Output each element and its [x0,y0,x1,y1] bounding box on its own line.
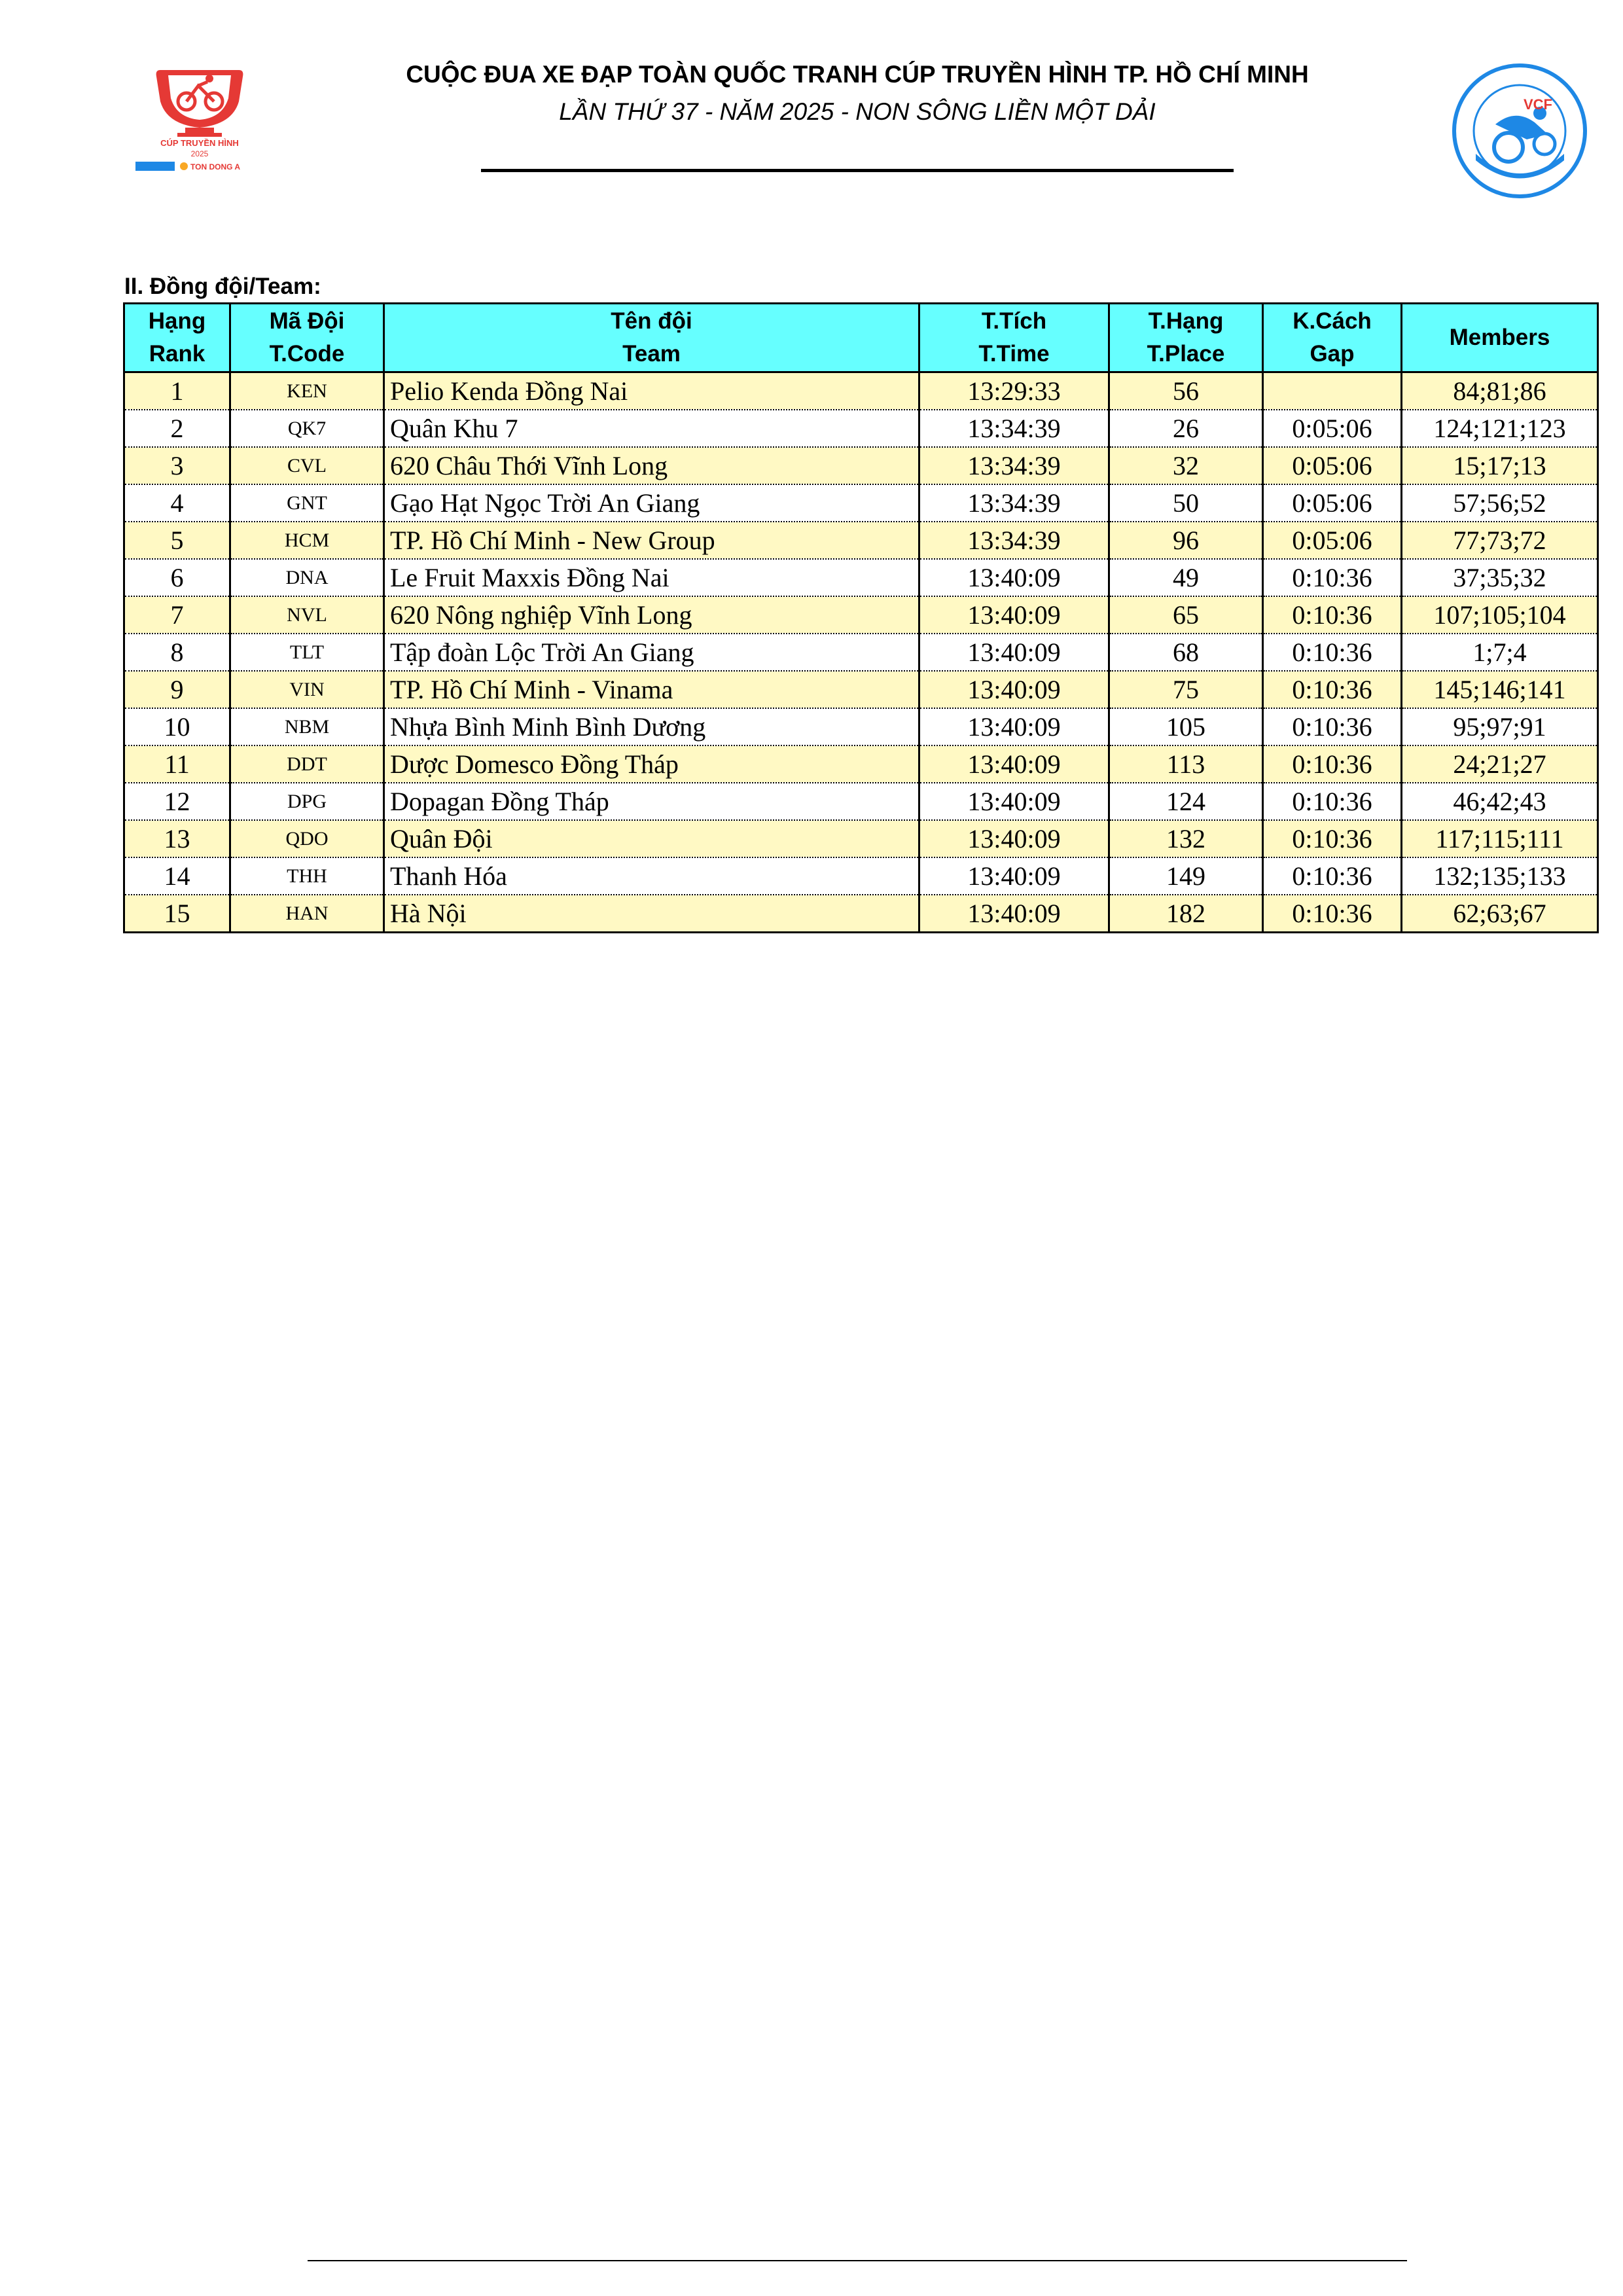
cell-gap: 0:05:06 [1263,522,1402,559]
cell-team: 620 Nông nghiệp Vĩnh Long [384,596,919,634]
page-title: CUỘC ĐUA XE ĐẠP TOÀN QUỐC TRANH CÚP TRUYỀN HÌNH TP. HỒ CHÍ MINH [406,61,1309,88]
cell-members: 84;81;86 [1402,372,1598,410]
cell-code: QDO [230,820,384,857]
cell-code: KEN [230,372,384,410]
col-header-time [919,304,1109,372]
cell-time: 13:40:09 [919,634,1109,671]
cell-place: 56 [1109,372,1263,410]
footer-divider [308,2260,1407,2261]
cell-time: 13:34:39 [919,484,1109,522]
col-header-place-en: T.Place [1147,341,1225,367]
cell-gap: 0:10:36 [1263,783,1402,820]
table-header-row [124,304,1598,372]
cell-members: 1;7;4 [1402,634,1598,671]
cell-place: 182 [1109,895,1263,933]
col-header-members: Members [1402,304,1598,372]
cell-team: Thanh Hóa [384,857,919,895]
cell-team: Tập đoàn Lộc Trời An Giang [384,634,919,671]
cell-time: 13:40:09 [919,745,1109,783]
cell-time: 13:40:09 [919,783,1109,820]
table-row [124,410,1598,447]
cell-members: 77;73;72 [1402,522,1598,559]
cell-code: TLT [230,634,384,671]
cell-members: 145;146;141 [1402,671,1598,708]
cell-team: Gạo Hạt Ngọc Trời An Giang [384,484,919,522]
cell-place: 65 [1109,596,1263,634]
col-header-code-en: T.Code [269,341,345,367]
cell-members: 124;121;123 [1402,410,1598,447]
table-row [124,783,1598,820]
cell-members: 95;97;91 [1402,708,1598,745]
cell-place: 132 [1109,820,1263,857]
cell-gap: 0:05:06 [1263,484,1402,522]
cell-rank: 12 [124,783,230,820]
cell-team: Quân Đội [384,820,919,857]
cell-place: 105 [1109,708,1263,745]
cell-members: 46;42;43 [1402,783,1598,820]
table-row [124,671,1598,708]
table-row [124,447,1598,484]
page-subtitle: LẦN THỨ 37 - NĂM 2025 - NON SÔNG LIỀN MỘT DẢI [559,98,1156,125]
cell-members: 37;35;32 [1402,559,1598,596]
table-row [124,745,1598,783]
cell-team: Hà Nội [384,895,919,933]
cell-gap: 0:10:36 [1263,671,1402,708]
cell-rank: 15 [124,895,230,933]
cell-team: TP. Hồ Chí Minh - New Group [384,522,919,559]
cell-rank: 9 [124,671,230,708]
cell-place: 75 [1109,671,1263,708]
cell-rank: 1 [124,372,230,410]
cell-place: 96 [1109,522,1263,559]
cup-truyen-hinh-logo [134,62,268,173]
cell-team: 620 Châu Thới Vĩnh Long [384,447,919,484]
cell-time: 13:40:09 [919,596,1109,634]
cell-gap: 0:10:36 [1263,895,1402,933]
cell-rank: 4 [124,484,230,522]
cell-place: 149 [1109,857,1263,895]
col-header-rank [124,304,230,372]
cell-code: HAN [230,895,384,933]
cell-team: Le Fruit Maxxis Đồng Nai [384,559,919,596]
cell-gap: 0:10:36 [1263,708,1402,745]
cell-code: DDT [230,745,384,783]
cell-place: 32 [1109,447,1263,484]
table-row [124,484,1598,522]
cell-time: 13:40:09 [919,671,1109,708]
cell-rank: 3 [124,447,230,484]
cell-rank: 11 [124,745,230,783]
table-row [124,596,1598,634]
cell-place: 113 [1109,745,1263,783]
cell-team: TP. Hồ Chí Minh - Vinama [384,671,919,708]
col-header-time-vi: T.Tích [981,308,1047,334]
cell-code: HCM [230,522,384,559]
col-header-rank-vi: Hạng [148,308,206,334]
cell-place: 68 [1109,634,1263,671]
cell-code: NVL [230,596,384,634]
cell-members: 107;105;104 [1402,596,1598,634]
table-row [124,820,1598,857]
table-row [124,857,1598,895]
cell-place: 124 [1109,783,1263,820]
cell-rank: 10 [124,708,230,745]
cell-time: 13:40:09 [919,857,1109,895]
cell-gap [1263,372,1402,410]
col-header-place [1109,304,1263,372]
cell-team: Quân Khu 7 [384,410,919,447]
col-header-time-en: T.Time [978,341,1050,367]
cell-time: 13:40:09 [919,559,1109,596]
cell-code: DNA [230,559,384,596]
header-divider [481,169,1234,172]
left-logo-year: 2025 [190,149,209,158]
cell-time: 13:34:39 [919,447,1109,484]
cell-gap: 0:10:36 [1263,634,1402,671]
col-header-gap-vi: K.Cách [1293,308,1372,334]
cell-team: Dược Domesco Đồng Tháp [384,745,919,783]
cell-gap: 0:10:36 [1263,745,1402,783]
table-row [124,634,1598,671]
cell-time: 13:40:09 [919,820,1109,857]
vcf-logo [1450,62,1590,200]
cell-time: 13:40:09 [919,708,1109,745]
cell-code: NBM [230,708,384,745]
table-row [124,522,1598,559]
cell-members: 57;56;52 [1402,484,1598,522]
cell-members: 24;21;27 [1402,745,1598,783]
cell-rank: 8 [124,634,230,671]
col-header-code-vi: Mã Đội [269,308,345,334]
cell-time: 13:34:39 [919,410,1109,447]
table-row [124,559,1598,596]
cell-gap: 0:10:36 [1263,857,1402,895]
col-header-team-vi: Tên đội [611,308,692,334]
cell-gap: 0:10:36 [1263,559,1402,596]
left-logo-sponsor: TON DONG A [190,162,241,171]
cell-code: VIN [230,671,384,708]
cell-time: 13:34:39 [919,522,1109,559]
cell-code: CVL [230,447,384,484]
cell-place: 50 [1109,484,1263,522]
col-header-team-en: Team [622,341,681,367]
table-row [124,895,1598,933]
cell-time: 13:40:09 [919,895,1109,933]
cell-place: 26 [1109,410,1263,447]
cell-team: Nhựa Bình Minh Bình Dương [384,708,919,745]
vcf-text: VCF [1524,96,1552,113]
table-row [124,708,1598,745]
cell-place: 49 [1109,559,1263,596]
left-logo-text: CÚP TRUYỀN HÌNH [160,138,239,148]
table-row [124,372,1598,410]
section-title: II. Đồng đội/Team: [124,274,321,299]
cell-rank: 5 [124,522,230,559]
cell-gap: 0:05:06 [1263,410,1402,447]
cell-members: 15;17;13 [1402,447,1598,484]
cell-gap: 0:05:06 [1263,447,1402,484]
cell-members: 132;135;133 [1402,857,1598,895]
team-results-table [123,302,1599,933]
cell-time: 13:29:33 [919,372,1109,410]
cell-rank: 7 [124,596,230,634]
col-header-place-vi: T.Hạng [1148,308,1224,334]
cell-code: QK7 [230,410,384,447]
cell-code: GNT [230,484,384,522]
col-header-code [230,304,384,372]
cell-rank: 14 [124,857,230,895]
cell-code: DPG [230,783,384,820]
cell-members: 62;63;67 [1402,895,1598,933]
cell-rank: 6 [124,559,230,596]
cell-gap: 0:10:36 [1263,820,1402,857]
col-header-gap-en: Gap [1310,341,1355,367]
cell-gap: 0:10:36 [1263,596,1402,634]
cell-rank: 13 [124,820,230,857]
col-header-gap [1263,304,1402,372]
cell-members: 117;115;111 [1402,820,1598,857]
col-header-rank-en: Rank [149,341,205,367]
cell-code: THH [230,857,384,895]
cell-team: Dopagan Đồng Tháp [384,783,919,820]
col-header-team [384,304,919,372]
cell-team: Pelio Kenda Đồng Nai [384,372,919,410]
cell-rank: 2 [124,410,230,447]
